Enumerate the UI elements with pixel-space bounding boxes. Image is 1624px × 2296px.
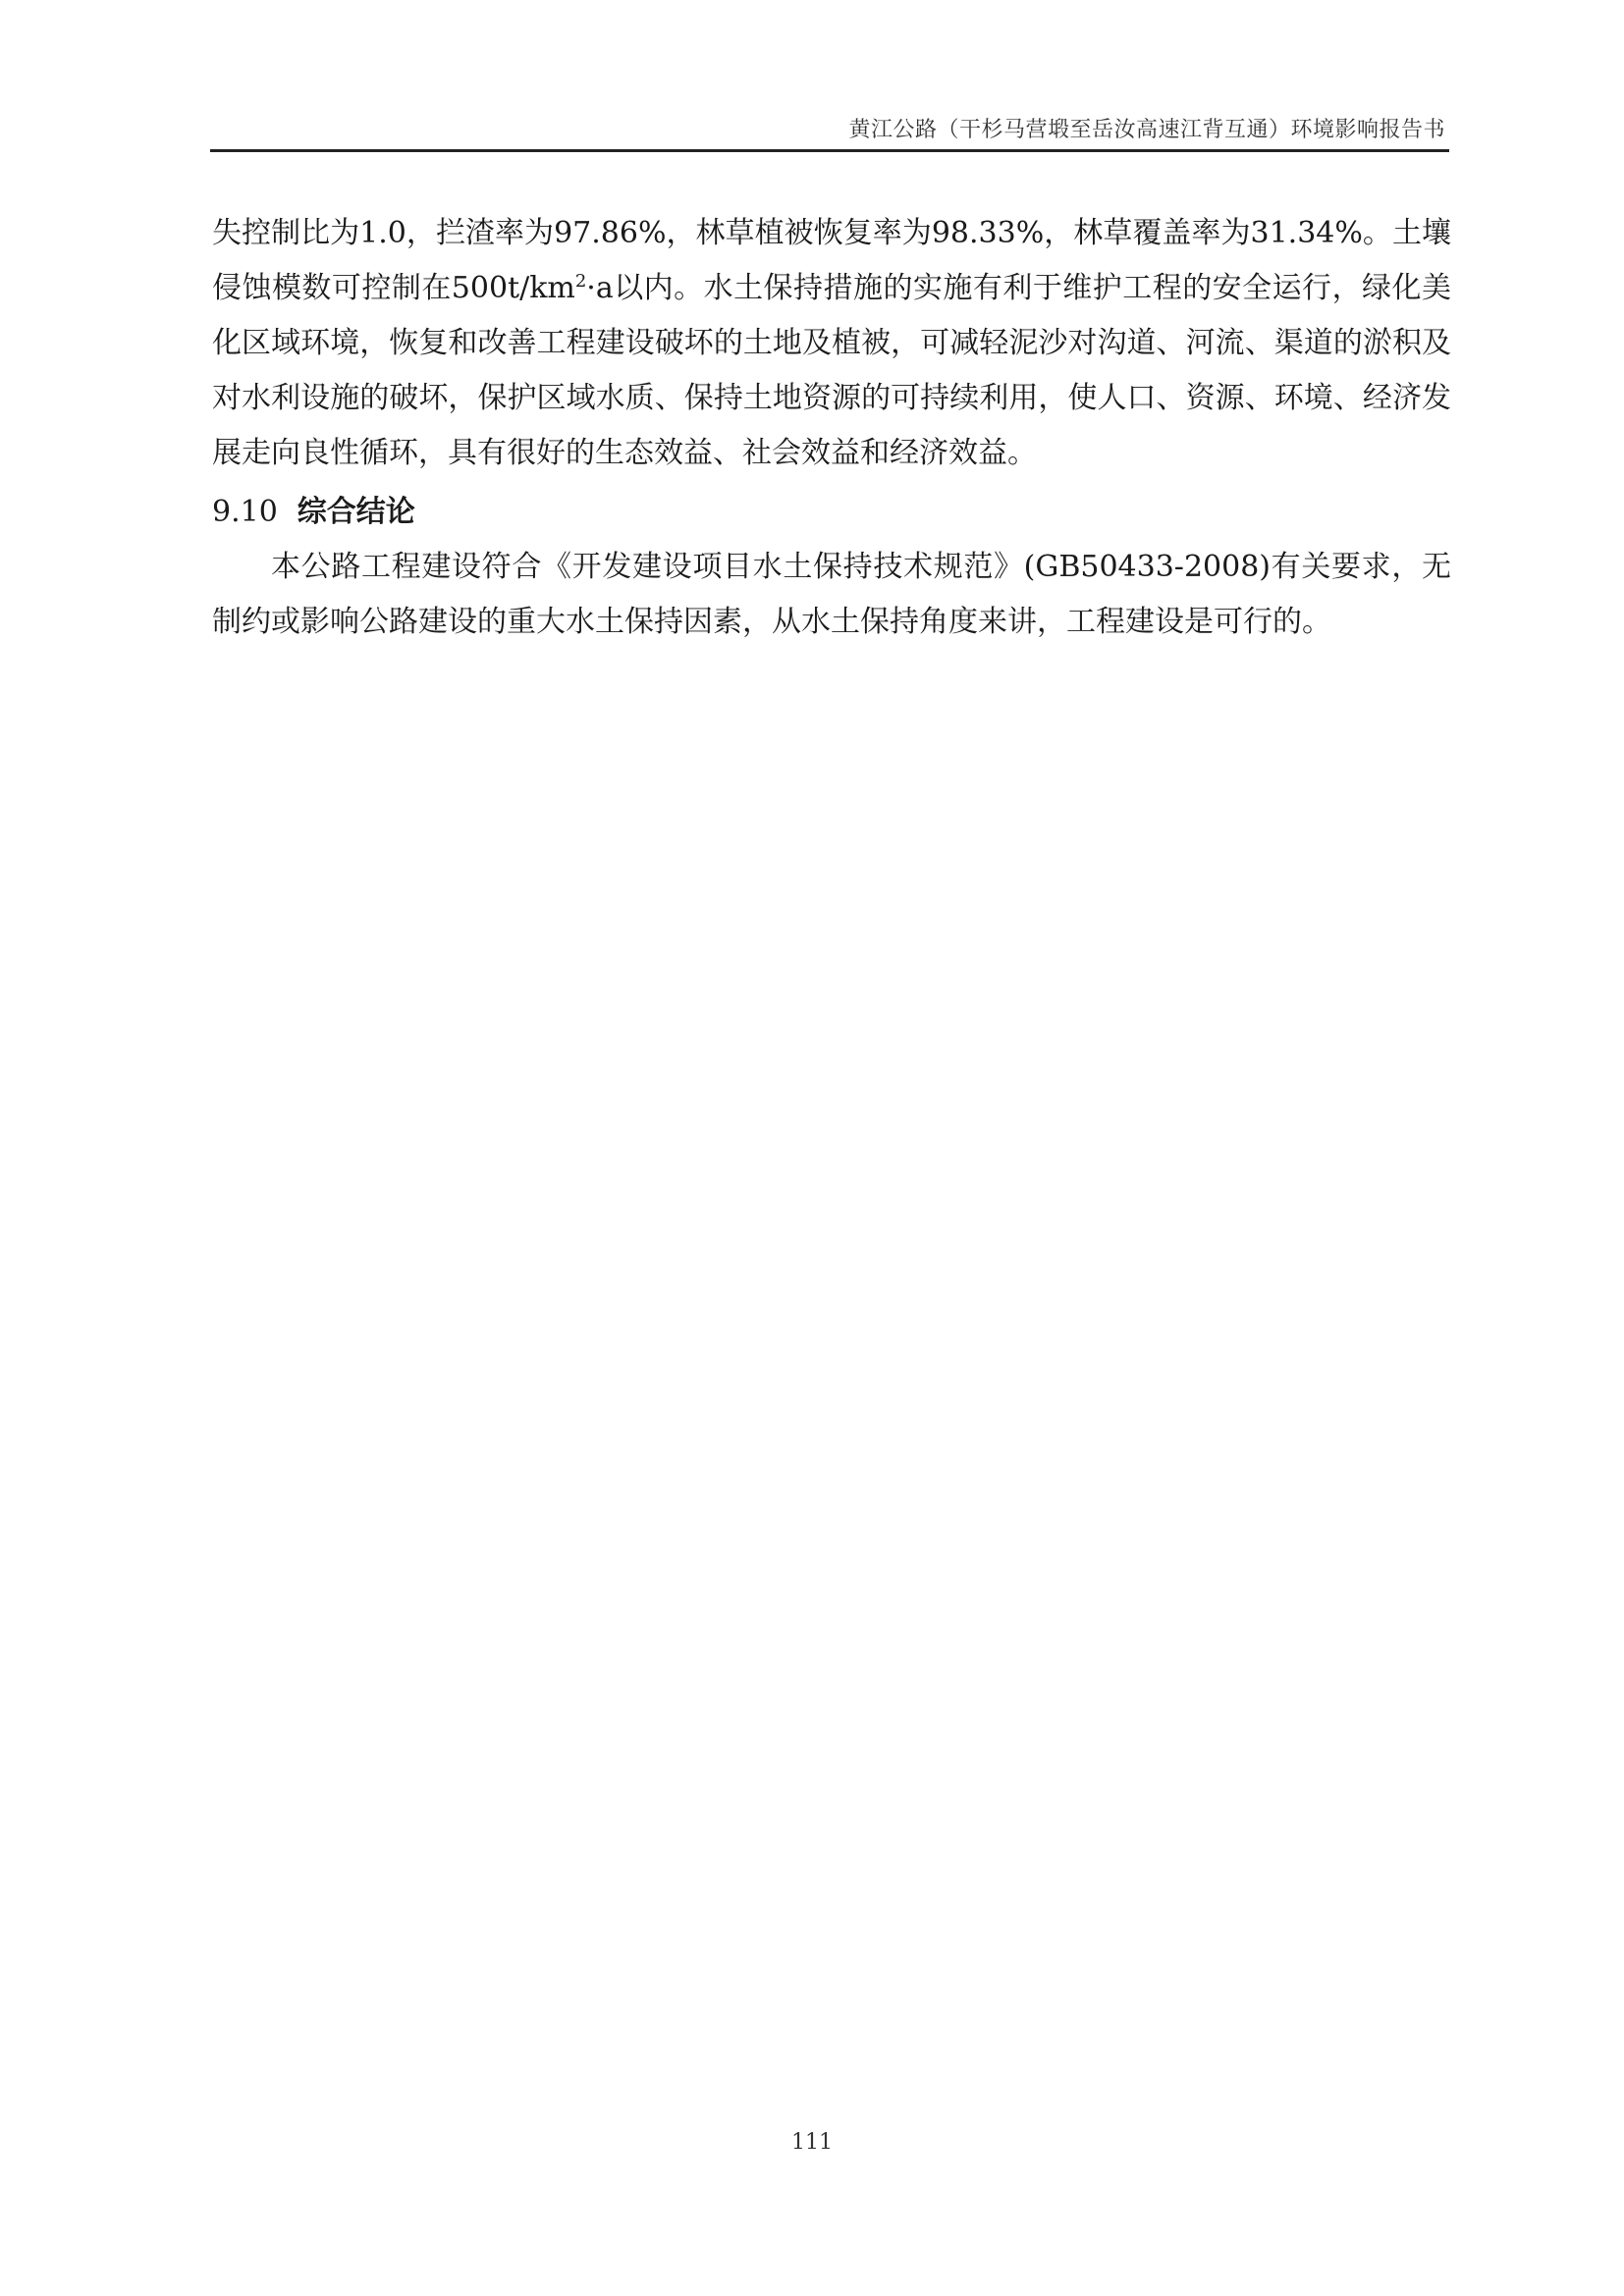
paragraph-conclusion: 本公路工程建设符合《开发建设项目水土保持技术规范》(GB50433-2008)有关要求，无制约或影响公路建设的重大水土保持因素，从水土保持角度来讲，工程建设是可行的。 [212,550,1451,639]
superscript-exponent: 2 [574,271,587,292]
section-heading [212,485,1451,540]
section-number: 9.10 [212,495,278,529]
page-header [210,110,1449,152]
body-text [212,206,1451,650]
paragraph-soil-conservation-results [212,206,1451,481]
header-title: 黄江公路（干杉马营塅至岳汝高速江背互通）环境影响报告书 [848,118,1445,142]
page-number: 111 [791,2130,833,2155]
section-title: 综合结论 [297,495,415,529]
paragraph-1-part-b: ·a以内。水土保持措施的实施有利于维护工程的安全运行，绿化美化区域环境，恢复和改善工程建设破坏的土地及植被，可减轻泥沙对沟道、河流、渠道的淤积及对水利设施的破坏，保护区域水质、保持土地资源的可持续利用，使人口、资源、环境、经济发展走向良性循环，具有很好的生态效益、社会效益和经济效益。 [212,271,1451,470]
paragraph-1-part-a: 失控制比为1.0，拦渣率为97.86%，林草植被恢复率为98.33%，林草覆盖率为31.34%。土壤侵蚀模数可控制在500t/km [212,216,1451,305]
